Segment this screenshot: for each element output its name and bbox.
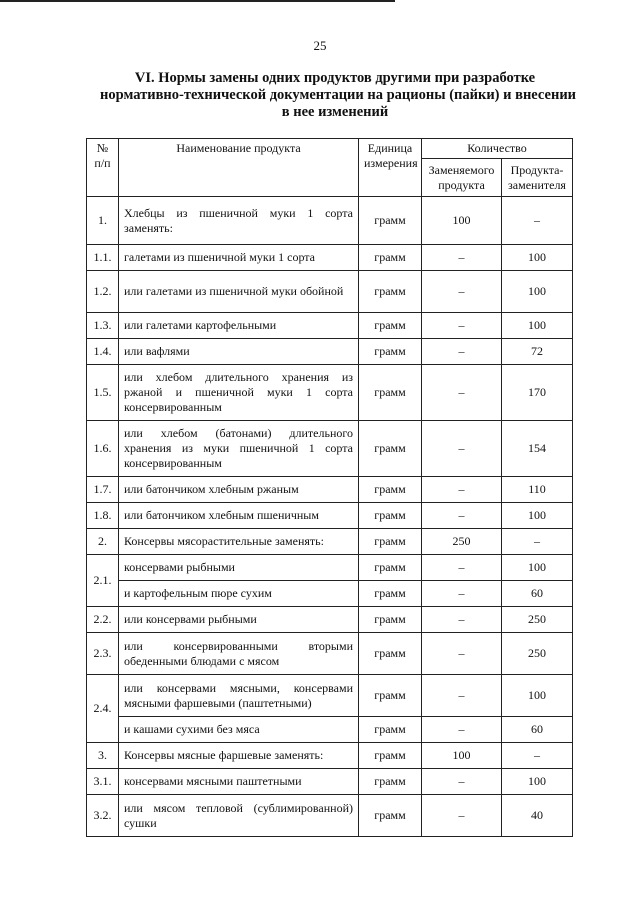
row-replaced: 100 — [422, 743, 502, 769]
header-name: Наименование продукта — [119, 139, 359, 197]
table-row — [87, 675, 573, 717]
row-num: 2. — [87, 529, 119, 555]
row-replaced: – — [422, 339, 502, 365]
row-substitute: 100 — [502, 769, 573, 795]
table-row — [87, 795, 573, 837]
table-row — [87, 633, 573, 675]
row-replaced: – — [422, 313, 502, 339]
row-num: 1. — [87, 197, 119, 245]
row-unit: грамм — [359, 477, 422, 503]
row-unit: грамм — [359, 717, 422, 743]
row-name: или галетами из пшеничной муки обойной — [119, 271, 359, 313]
row-substitute: – — [502, 743, 573, 769]
row-name: или консервами мясными, консервами мясными фаршевыми (паштетными) — [119, 675, 359, 717]
table-row — [87, 339, 573, 365]
row-substitute: 72 — [502, 339, 573, 365]
row-num: 1.2. — [87, 271, 119, 313]
row-substitute: 250 — [502, 607, 573, 633]
table-row — [87, 313, 573, 339]
table-row — [87, 365, 573, 421]
table-row — [87, 581, 573, 607]
row-num: 2.4. — [87, 675, 119, 743]
table-row — [87, 769, 573, 795]
row-replaced: – — [422, 633, 502, 675]
row-replaced: – — [422, 245, 502, 271]
table-row — [87, 503, 573, 529]
row-num: 1.4. — [87, 339, 119, 365]
row-num: 3. — [87, 743, 119, 769]
row-name: или консервами рыбными — [119, 607, 359, 633]
row-name: или галетами картофельными — [119, 313, 359, 339]
row-num: 2.3. — [87, 633, 119, 675]
title-line: VI. Нормы замены одних продуктов другими при разработке — [134, 70, 536, 86]
row-name: и кашами сухими без мяса — [119, 717, 359, 743]
row-name: Хлебцы из пшеничной муки 1 сорта заменять: — [119, 197, 359, 245]
page-title — [100, 70, 577, 121]
row-replaced: – — [422, 271, 502, 313]
row-name: консервами мясными паштетными — [119, 769, 359, 795]
row-num: 3.1. — [87, 769, 119, 795]
table-row — [87, 607, 573, 633]
row-num: 1.3. — [87, 313, 119, 339]
row-num: 1.7. — [87, 477, 119, 503]
header-quantity: Количество — [422, 139, 573, 159]
row-replaced: – — [422, 477, 502, 503]
row-substitute: 100 — [502, 675, 573, 717]
top-rule — [0, 0, 395, 2]
row-name: консервами рыбными — [119, 555, 359, 581]
row-num: 2.2. — [87, 607, 119, 633]
row-name: или консервированными вторыми обеденными блюдами с мясом — [119, 633, 359, 675]
row-unit: грамм — [359, 365, 422, 421]
row-unit: грамм — [359, 581, 422, 607]
row-unit: грамм — [359, 769, 422, 795]
row-unit: грамм — [359, 271, 422, 313]
row-name: Консервы мясные фаршевые заменять: — [119, 743, 359, 769]
row-replaced: – — [422, 795, 502, 837]
row-unit: грамм — [359, 313, 422, 339]
row-num: 3.2. — [87, 795, 119, 837]
page-number: 25 — [313, 38, 327, 53]
row-substitute: 100 — [502, 271, 573, 313]
row-unit: грамм — [359, 529, 422, 555]
table-row — [87, 421, 573, 477]
row-substitute: 154 — [502, 421, 573, 477]
row-substitute: 100 — [502, 313, 573, 339]
row-replaced: – — [422, 581, 502, 607]
row-unit: грамм — [359, 675, 422, 717]
row-name: или мясом тепловой (сублимированной) сушки — [119, 795, 359, 837]
substitution-table — [86, 138, 573, 837]
row-substitute: – — [502, 529, 573, 555]
row-substitute: 100 — [502, 245, 573, 271]
row-name: или хлебом длительного хранения из ржаной и пшеничной муки 1 сорта консервированным — [119, 365, 359, 421]
row-substitute: – — [502, 197, 573, 245]
row-replaced: 100 — [422, 197, 502, 245]
row-name: или вафлями — [119, 339, 359, 365]
table-row — [87, 717, 573, 743]
table-row — [87, 197, 573, 245]
row-replaced: 250 — [422, 529, 502, 555]
row-unit: грамм — [359, 503, 422, 529]
row-replaced: – — [422, 365, 502, 421]
row-unit: грамм — [359, 421, 422, 477]
row-unit: грамм — [359, 555, 422, 581]
header-num: № п/п — [87, 139, 119, 197]
row-name: Консервы мясорастительные заменять: — [119, 529, 359, 555]
row-unit: грамм — [359, 245, 422, 271]
row-num: 1.5. — [87, 365, 119, 421]
row-name: или батончиком хлебным ржаным — [119, 477, 359, 503]
row-replaced: – — [422, 607, 502, 633]
title-line: в нее изменений — [281, 104, 389, 120]
table-row — [87, 555, 573, 581]
row-num: 2.1. — [87, 555, 119, 607]
row-substitute: 110 — [502, 477, 573, 503]
row-unit: грамм — [359, 743, 422, 769]
row-replaced: – — [422, 555, 502, 581]
row-num: 1.1. — [87, 245, 119, 271]
header-replaced: Заменяемого продукта — [422, 159, 502, 197]
row-name: или батончиком хлебным пшеничным — [119, 503, 359, 529]
row-substitute: 100 — [502, 503, 573, 529]
row-replaced: – — [422, 675, 502, 717]
row-substitute: 60 — [502, 581, 573, 607]
row-num: 1.6. — [87, 421, 119, 477]
row-substitute: 170 — [502, 365, 573, 421]
row-replaced: – — [422, 421, 502, 477]
table-row — [87, 271, 573, 313]
row-name: и картофельным пюре сухим — [119, 581, 359, 607]
row-num: 1.8. — [87, 503, 119, 529]
row-substitute: 250 — [502, 633, 573, 675]
row-unit: грамм — [359, 795, 422, 837]
row-substitute: 100 — [502, 555, 573, 581]
row-unit: грамм — [359, 339, 422, 365]
title-line: нормативно-технической документации на рационы (пайки) и внесении — [100, 87, 577, 103]
table-row — [87, 245, 573, 271]
row-unit: грамм — [359, 607, 422, 633]
row-replaced: – — [422, 503, 502, 529]
row-unit: грамм — [359, 633, 422, 675]
table-row — [87, 477, 573, 503]
row-name: или хлебом (батонами) длительного хранения из муки пшеничной 1 сорта консервированным — [119, 421, 359, 477]
row-replaced: – — [422, 769, 502, 795]
row-substitute: 60 — [502, 717, 573, 743]
row-unit: грамм — [359, 197, 422, 245]
row-name: галетами из пшеничной муки 1 сорта — [119, 245, 359, 271]
table-row — [87, 743, 573, 769]
header-unit: Единица измерения — [359, 139, 422, 197]
header-substitute: Продукта-заменителя — [502, 159, 573, 197]
table-row — [87, 529, 573, 555]
row-substitute: 40 — [502, 795, 573, 837]
row-replaced: – — [422, 717, 502, 743]
